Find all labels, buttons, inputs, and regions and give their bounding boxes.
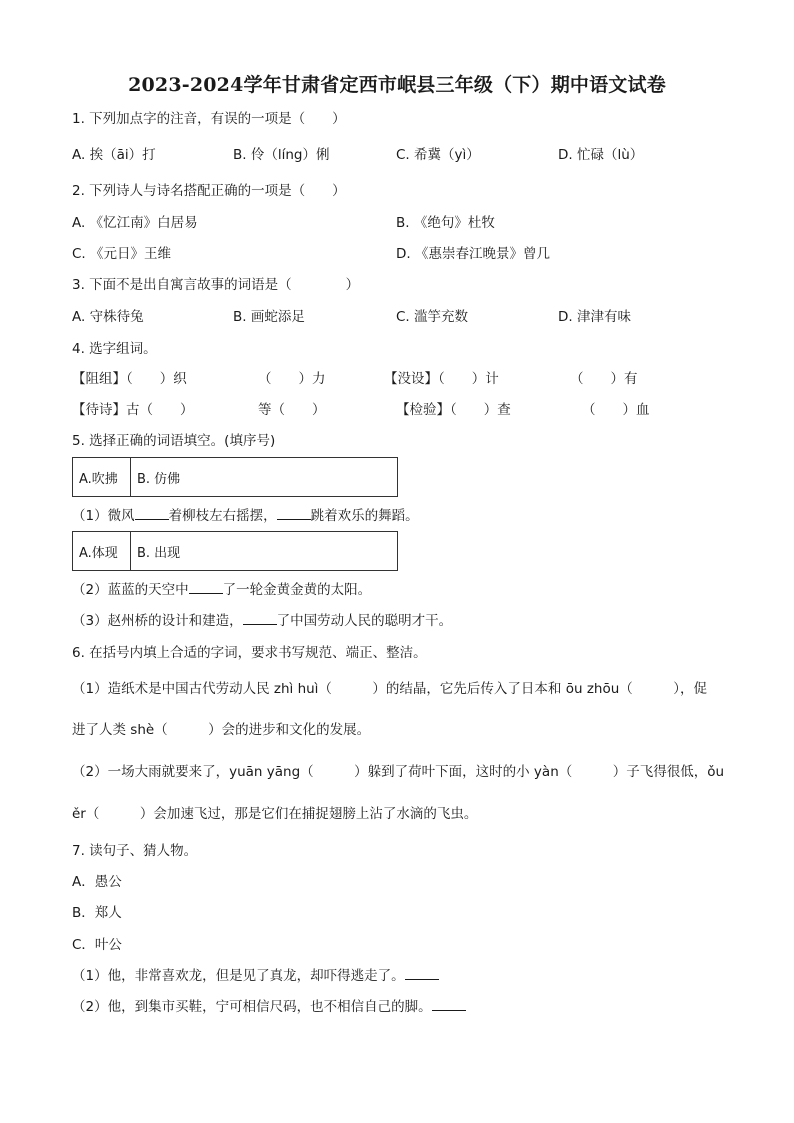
question-2-stem: 2. 下列诗人与诗名搭配正确的一项是（ ） — [72, 183, 346, 199]
question-6-para-2-line-2: ěr（ ）会加速飞过，那是它们在捕捉翅膀上沾了水滴的飞虫。 — [72, 806, 478, 822]
answer-blank[interactable] — [277, 507, 311, 520]
question-2-option-d: D. 《惠崇春江晚景》曾几 — [396, 246, 550, 262]
question-6-para-2-line-1: （2）一场大雨就要来了，yuān yāng（ ）躲到了荷叶下面，这时的小 yàn（ ）子飞得很低，ǒu — [72, 764, 725, 780]
question-1-option-c: C. 希冀（yì） — [396, 147, 480, 163]
answer-blank[interactable] — [432, 998, 466, 1011]
question-5-word-table-2 — [72, 531, 398, 571]
question-7-sentence-2: （2）他，到集市买鞋，宁可相信尺码，也不相信自己的脚。 — [72, 998, 466, 1016]
question-4-stem: 4. 选字组词。 — [72, 341, 157, 357]
question-4-row1-item3: 【没设】（ ）计 — [384, 371, 499, 387]
question-1-stem: 1. 下列加点字的注音，有误的一项是（ ） — [72, 111, 346, 127]
question-1-option-a: A. 挨（āi）打 — [72, 147, 156, 163]
question-4-row2-item2: 等（ ） — [258, 402, 326, 418]
question-3-option-d: D. 津津有味 — [558, 309, 631, 325]
question-7-sentence-1: （1）他，非常喜欢龙，但是见了真龙，却吓得逃走了。 — [72, 967, 439, 985]
question-3-stem: 3. 下面不是出自寓言故事的词语是（ ） — [72, 277, 360, 293]
question-5-sentence-3: （3）赵州桥的设计和建造， 了中国劳动人民的聪明才干。 — [72, 613, 453, 629]
question-2-option-c: C. 《元日》王维 — [72, 246, 172, 262]
word-option-b: B. 出现 — [137, 545, 181, 561]
answer-blank[interactable] — [135, 507, 169, 520]
question-4-row2-item1: 【待诗】古（ ） — [72, 402, 194, 418]
question-7-stem: 7. 读句子、猜人物。 — [72, 843, 198, 859]
question-3-option-a: A. 守株待兔 — [72, 309, 144, 325]
answer-blank[interactable] — [405, 967, 439, 980]
word-option-a: A.体现 — [73, 532, 131, 570]
question-2-option-a: A. 《忆江南》白居易 — [72, 215, 198, 231]
question-4-row2-item4: （ ）血 — [582, 402, 650, 418]
question-7-option-b: B．郑人 — [72, 905, 122, 921]
question-2-option-b: B. 《绝句》杜牧 — [396, 215, 495, 231]
question-5-word-table-1 — [72, 457, 398, 497]
question-4-row1-item4: （ ）有 — [570, 371, 638, 387]
question-4-row1-item1: 【阻组】（ ）织 — [72, 371, 187, 387]
question-4-row2-item3: 【检验】（ ）查 — [396, 402, 511, 418]
question-7-option-c: C．叶公 — [72, 937, 122, 953]
question-6-para-1-line-2: 进了人类 shè（ ）会的进步和文化的发展。 — [72, 722, 371, 738]
answer-blank[interactable] — [243, 612, 277, 625]
question-1-option-b: B. 伶（líng）俐 — [233, 147, 330, 163]
question-3-option-c: C. 滥竽充数 — [396, 309, 469, 325]
question-6-para-1-line-1: （1）造纸术是中国古代劳动人民 zhì huì（ ）的结晶，它先后传入了日本和 ōu zhōu（ ），促 — [72, 681, 708, 697]
question-5-stem: 5. 选择正确的词语填空。(填序号) — [72, 433, 276, 449]
question-5-sentence-2: （2）蓝蓝的天空中 了一轮金黄金黄的太阳。 — [72, 582, 372, 598]
answer-blank[interactable] — [189, 581, 223, 594]
question-4-row1-item2: （ ）力 — [258, 371, 326, 387]
word-option-a: A.吹拂 — [73, 458, 131, 496]
page-title: 2023-2024学年甘肃省定西市岷县三年级（下）期中语文试卷 — [128, 74, 666, 96]
question-6-stem: 6. 在括号内填上合适的字词，要求书写规范、端正、整洁。 — [72, 645, 427, 661]
question-1-option-d: D. 忙碌（lù） — [558, 147, 644, 163]
question-3-option-b: B. 画蛇添足 — [233, 309, 305, 325]
question-7-option-a: A．愚公 — [72, 874, 122, 890]
question-5-sentence-1: （1）微风 着柳枝左右摇摆， 跳着欢乐的舞蹈。 — [72, 508, 419, 524]
word-option-b: B. 仿佛 — [137, 471, 181, 487]
